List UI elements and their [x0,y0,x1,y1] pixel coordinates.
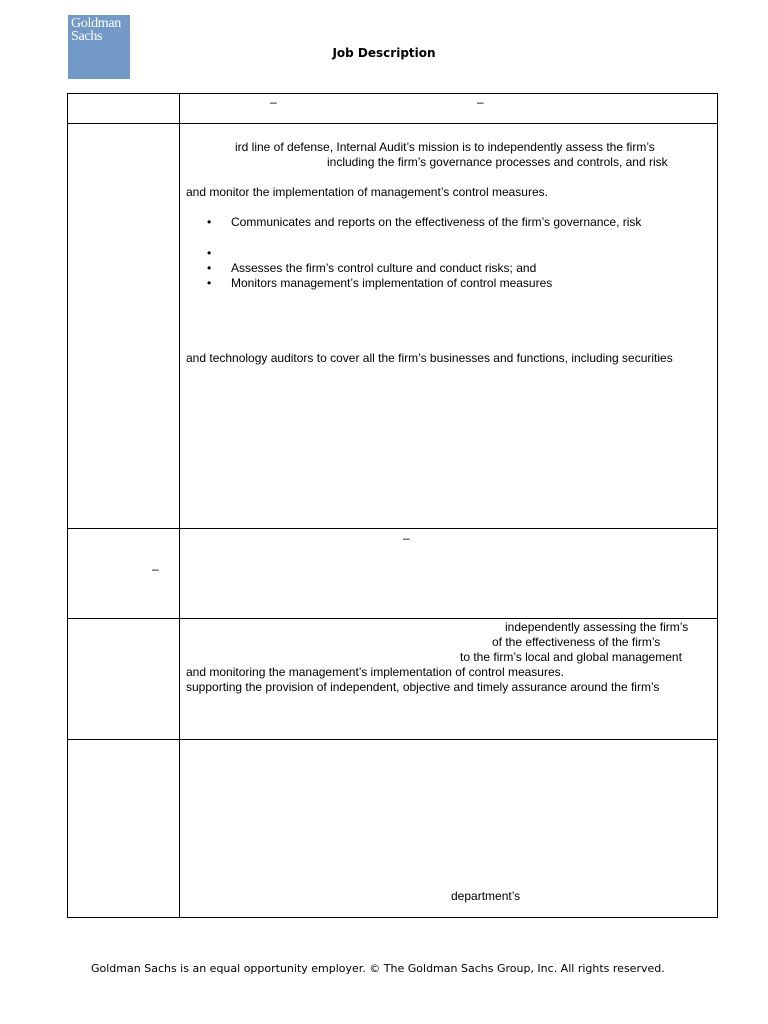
role-line-5: supporting the provision of independent, objective and timely assurance around the firm’s [186,680,660,694]
page-title: Job Description [332,46,436,60]
bullet-dot: • [207,276,212,290]
table-row-divider [67,618,718,619]
table-border-bottom [67,917,718,918]
header-dash-2: – [477,95,484,109]
bullet-item: Communicates and reports on the effectiveness of the firm’s governance, risk [231,215,642,229]
table-border-left [67,93,68,918]
bullet-item: Assesses the firm’s control culture and conduct risks; and [231,261,537,275]
role-line-2: of the effectiveness of the firm’s [492,635,661,649]
header-dash-1: – [270,95,277,109]
section2-dash-left: – [152,562,159,576]
role-line-3: to the firm’s local and global management [460,650,682,664]
overview-line-2: including the firm’s governance processes and controls, and risk [327,155,668,169]
overview-line-1: ird line of defense, Internal Audit’s mission is to independently assess the firm’s [235,140,655,154]
role-line-4: and monitoring the management’s implementation of control measures. [186,665,564,679]
table-row-divider [67,528,718,529]
table-row-divider [67,739,718,740]
table-column-divider [179,93,180,918]
logo-line-1: Goldman [71,16,122,31]
role-line-1: independently assessing the firm’s [505,620,689,634]
table-row-divider [67,123,718,124]
logo-line-2: Sachs [71,29,103,44]
overview-line-3: and monitor the implementation of management’s control measures. [186,185,548,199]
footer-disclaimer: Goldman Sachs is an equal opportunity employer. © The Goldman Sachs Group, Inc. All rights reserved. [91,962,665,975]
bullet-dot: • [207,246,212,260]
overview-line-4: and technology auditors to cover all the firm’s businesses and functions, including securities [186,351,673,365]
table-border-right [717,93,718,918]
bullet-dot: • [207,215,212,229]
section4-text: department’s [451,889,521,903]
table-border-top [67,93,718,94]
section2-dash-right: – [403,531,410,545]
bullet-item: Monitors management’s implementation of control measures [231,276,553,290]
bullet-dot: • [207,261,212,275]
